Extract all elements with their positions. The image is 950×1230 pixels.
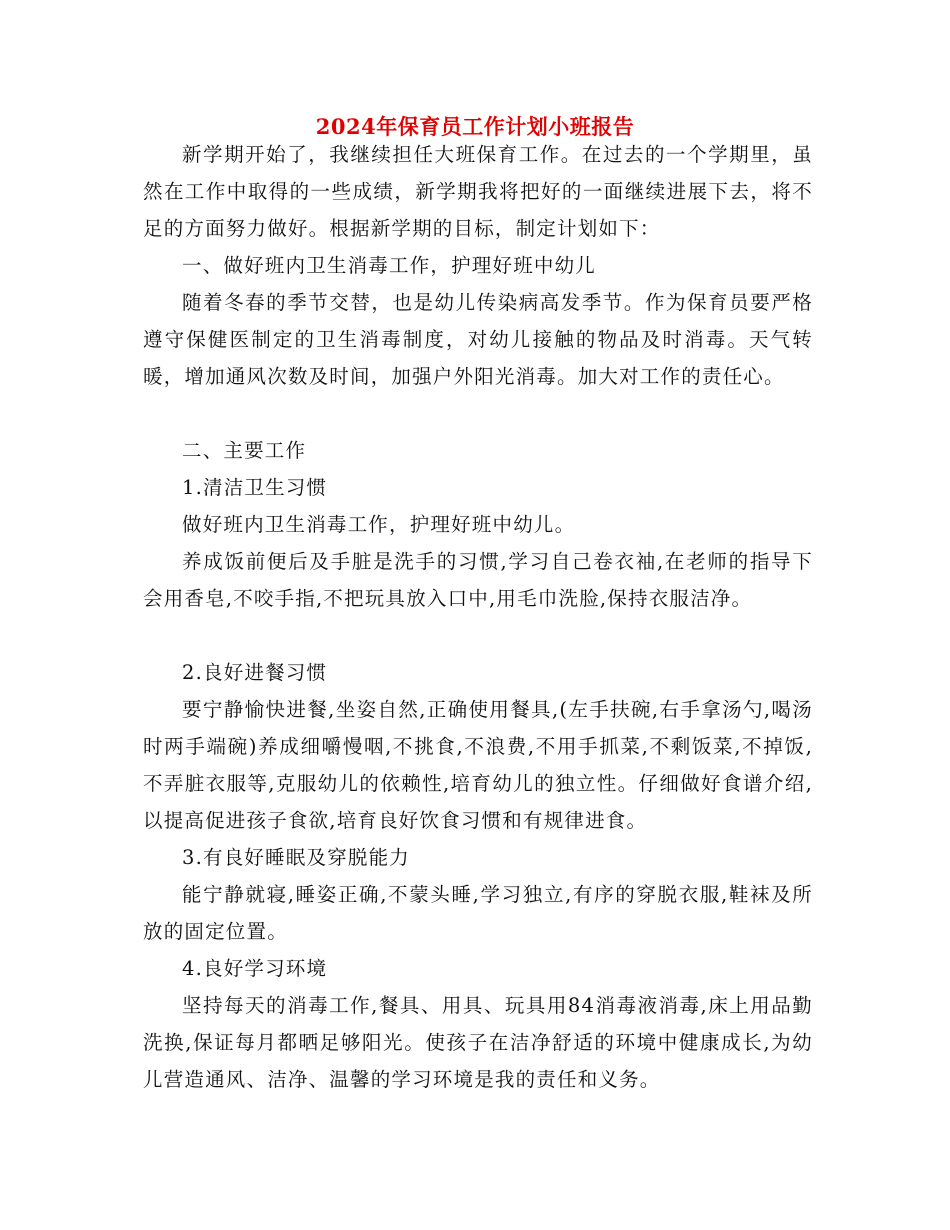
cleanliness-paragraph-2: 养成饭前便后及手脏是洗手的习惯,学习自己卷衣袖,在老师的指导下会用香皂,不咬手指,不把玩具放入口中,用毛巾洗脸,保持衣服洁净。 <box>143 550 813 610</box>
subheading-sleep: 3.有良好睡眠及穿脱能力 <box>182 846 411 869</box>
section-heading-1: 一、做好班内卫生消毒工作，护理好班中幼儿 <box>182 254 597 277</box>
eating-paragraph: 要宁静愉快进餐,坐姿自然,正确使用餐具,(左手扶碗,右手拿汤勺,喝汤时两手端碗)养成细嚼慢咽,不挑食,不浪费,不用手抓菜,不剩饭菜,不掉饭,不弄脏衣服等,克服幼儿的依赖性,培育幼儿的独立性。仔细做好食谱介绍,以提高促进孩子食欲,培育良好饮食习惯和有规律进食。 <box>143 698 813 832</box>
intro-paragraph: 新学期开始了，我继续担任大班保育工作。在过去的一个学期里，虽然在工作中取得的一些成绩，新学期我将把好的一面继续进展下去，将不足的方面努力做好。根据新学期的目标，制定计划如下： <box>143 143 813 240</box>
section-1-paragraph: 随着冬春的季节交替，也是幼儿传染病高发季节。作为保育员要严格遵守保健医制定的卫生消毒制度，对幼儿接触的物品及时消毒。天气转暖，增加通风次数及时间，加强户外阳光消毒。加大对工作的责任心。 <box>143 291 813 388</box>
cleanliness-paragraph-1: 做好班内卫生消毒工作，护理好班中幼儿。 <box>182 513 576 536</box>
subheading-eating: 2.良好进餐习惯 <box>182 661 328 684</box>
sleep-paragraph: 能宁静就寝,睡姿正确,不蒙头睡,学习独立,有序的穿脱衣服,鞋袜及所放的固定位置。 <box>143 883 813 943</box>
subheading-environment: 4.良好学习环境 <box>182 957 328 980</box>
document-title: 2024年保育员工作计划小班报告 <box>315 114 635 139</box>
section-heading-2: 二、主要工作 <box>182 439 307 462</box>
environment-paragraph: 坚持每天的消毒工作,餐具、用具、玩具用84消毒液消毒,床上用品勤洗换,保证每月都晒足够阳光。使孩子在洁净舒适的环境中健康成长,为幼儿营造通风、洁净、温馨的学习环境是我的责任和义务。 <box>143 994 813 1091</box>
subheading-cleanliness: 1.清洁卫生习惯 <box>182 476 328 499</box>
